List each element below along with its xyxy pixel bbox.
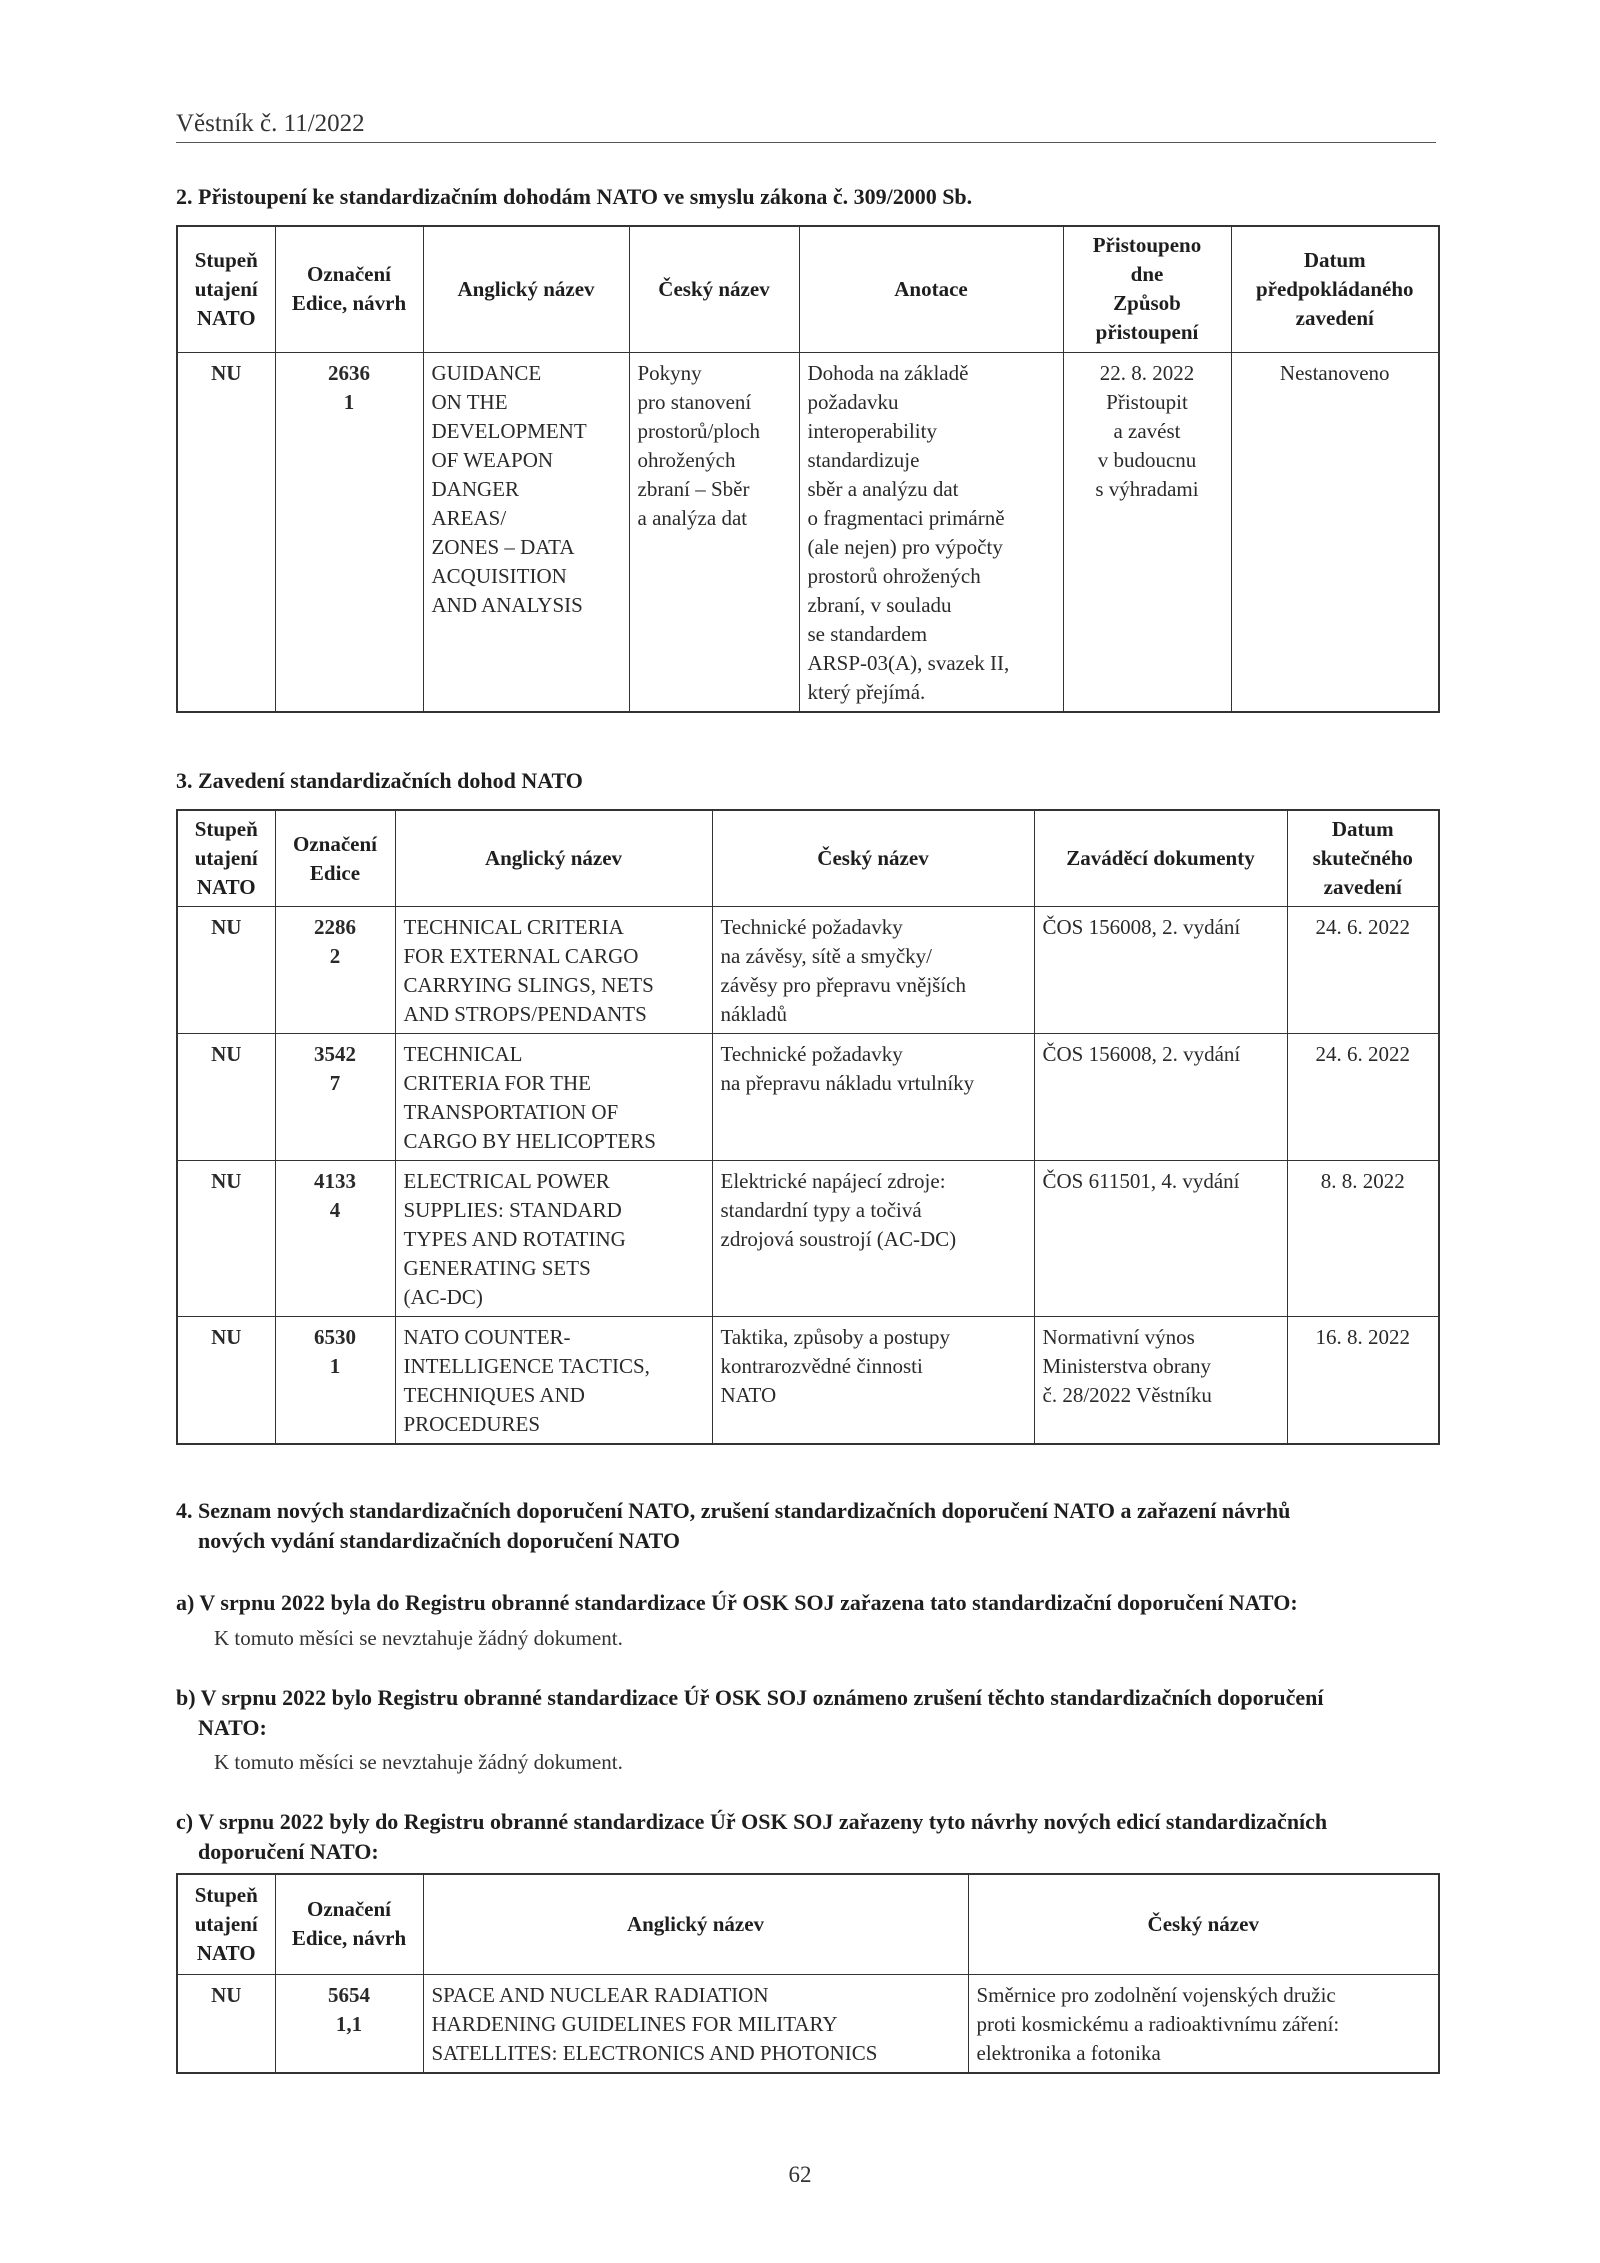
col-designation-label: Označení Edice, návrh xyxy=(291,1897,407,1951)
col-expected-date-label: Datum předpokládaného zavedení xyxy=(1255,247,1414,330)
subsection-c-heading xyxy=(176,1807,1438,1867)
cell-classification: NU xyxy=(177,1161,275,1317)
cell-actual-date: 8. 8. 2022 xyxy=(1287,1161,1439,1317)
cell-english-title: GUIDANCE ON THE DEVELOPMENT OF WEAPON DANGER AREAS/ ZONES – DATA ACQUISITION AND ANALYSIS xyxy=(423,352,629,712)
cell-czech-title: Pokyny pro stanovení prostorů/ploch ohrožených zbraní – Sběr a analýza dat xyxy=(629,352,799,712)
col-documents-header xyxy=(1034,810,1287,907)
col-designation-header xyxy=(275,226,423,352)
cell-designation: 5654 1,1 xyxy=(275,1974,423,2073)
col-english-title-header xyxy=(423,1874,968,1974)
cell-designation: 2636 1 xyxy=(275,352,423,712)
cell-english-title: SPACE AND NUCLEAR RADIATION HARDENING GUIDELINES FOR MILITARY SATELLITES: ELECTRONICS AND PHOTONICS xyxy=(423,1974,968,2073)
cell-czech-title: Technické požadavky na závěsy, sítě a smyčky/ závěsy pro přepravu vnějších nákladů xyxy=(712,907,1034,1034)
cell-designation: 3542 7 xyxy=(275,1034,395,1161)
section-4-heading xyxy=(176,1496,1438,1556)
table-row xyxy=(177,352,1439,712)
col-english-title-header xyxy=(423,226,629,352)
cell-classification: NU xyxy=(177,1034,275,1161)
col-english-title-label: Anglický název xyxy=(626,1911,765,1936)
subsection-a-note: K tomuto měsíci se nevztahuje žádný dokument. xyxy=(214,1626,623,1650)
table-row xyxy=(177,907,1439,1034)
col-annotation-label: Anotace xyxy=(894,276,968,301)
cell-czech-title: Technické požadavky na přepravu nákladu vrtulníky xyxy=(712,1034,1034,1161)
accession-table xyxy=(176,225,1440,713)
col-classification-header xyxy=(177,1874,275,1974)
subsection-b-note: K tomuto měsíci se nevztahuje žádný dokument. xyxy=(214,1750,623,1774)
col-expected-date-header xyxy=(1231,226,1439,352)
col-annotation-header xyxy=(799,226,1063,352)
col-czech-title-label: Český název xyxy=(658,276,770,301)
col-czech-title-label: Český název xyxy=(817,846,929,870)
cell-classification: NU xyxy=(177,352,275,712)
page-header: Věstník č. 11/2022 xyxy=(176,110,1436,143)
col-classification-label: Stupeň utajení NATO xyxy=(194,247,258,330)
subsection-c-heading-line2: doporučení NATO: xyxy=(198,1839,379,1864)
cell-czech-title: Taktika, způsoby a postupy kontrarozvědné činnosti NATO xyxy=(712,1317,1034,1445)
cell-accession: 22. 8. 2022 Přistoupit a zavést v budoucnu s výhradami xyxy=(1063,352,1231,712)
subsection-b-heading xyxy=(176,1683,1438,1743)
cell-english-title: ELECTRICAL POWER SUPPLIES: STANDARD TYPES AND ROTATING GENERATING SETS (AC-DC) xyxy=(395,1161,712,1317)
draft-editions-table xyxy=(176,1873,1440,2074)
section-4-heading-line2: nových vydání standardizačních doporučení NATO xyxy=(198,1528,681,1553)
cell-documents: ČOS 156008, 2. vydání xyxy=(1034,907,1287,1034)
cell-classification: NU xyxy=(177,1317,275,1445)
cell-english-title: NATO COUNTER- INTELLIGENCE TACTICS, TECHNIQUES AND PROCEDURES xyxy=(395,1317,712,1445)
col-classification-label: Stupeň utajení NATO xyxy=(194,817,258,899)
cell-annotation: Dohoda na základě požadavku interoperability standardizuje sběr a analýzu dat o fragmentaci primárně (ale nejen) pro výpočty prostorů ohrožených zbraní, v souladu se standardem ARSP-03(A), svazek II, který přejímá. xyxy=(799,352,1063,712)
col-czech-title-header xyxy=(629,226,799,352)
subsection-a-heading: a) V srpnu 2022 byla do Registru obranné standardizace Úř OSK SOJ zařazena tato standardizační doporučení NATO: xyxy=(176,1590,1298,1615)
cell-documents: ČOS 156008, 2. vydání xyxy=(1034,1034,1287,1161)
col-designation-header xyxy=(275,810,395,907)
col-classification-header xyxy=(177,810,275,907)
col-czech-title-label: Český název xyxy=(1147,1911,1259,1936)
cell-english-title: TECHNICAL CRITERIA FOR EXTERNAL CARGO CARRYING SLINGS, NETS AND STROPS/PENDANTS xyxy=(395,907,712,1034)
cell-czech-title: Elektrické napájecí zdroje: standardní typy a točivá zdrojová soustrojí (AC-DC) xyxy=(712,1161,1034,1317)
col-english-title-label: Anglický název xyxy=(484,846,623,870)
implementation-table xyxy=(176,809,1440,1445)
col-classification-label: Stupeň utajení NATO xyxy=(194,1882,258,1965)
table-row xyxy=(177,1317,1439,1445)
col-czech-title-header xyxy=(968,1874,1439,1974)
cell-designation: 4133 4 xyxy=(275,1161,395,1317)
cell-documents: Normativní výnos Ministerstva obrany č. 28/2022 Věstníku xyxy=(1034,1317,1287,1445)
table-row xyxy=(177,1034,1439,1161)
table-row xyxy=(177,1974,1439,2073)
col-classification-header xyxy=(177,226,275,352)
cell-documents: ČOS 611501, 4. vydání xyxy=(1034,1161,1287,1317)
cell-classification: NU xyxy=(177,1974,275,2073)
col-designation-label: Označení Edice xyxy=(293,831,377,885)
cell-actual-date: 24. 6. 2022 xyxy=(1287,907,1439,1034)
col-actual-date-header xyxy=(1287,810,1439,907)
cell-actual-date: 16. 8. 2022 xyxy=(1287,1317,1439,1445)
col-designation-header xyxy=(275,1874,423,1974)
col-accession-header xyxy=(1063,226,1231,352)
section-4-heading-line1: 4. Seznam nových standardizačních doporučení NATO, zrušení standardizačních doporučení NATO a zařazení návrhů xyxy=(176,1498,1291,1523)
cell-designation: 2286 2 xyxy=(275,907,395,1034)
subsection-b-heading-line1: b) V srpnu 2022 bylo Registru obranné standardizace Úř OSK SOJ oznámeno zrušení těchto standardizačních doporučení xyxy=(176,1685,1324,1710)
subsection-c-heading-line1: c) V srpnu 2022 byly do Registru obranné standardizace Úř OSK SOJ zařazeny tyto návrhy nových edicí standardizačních xyxy=(176,1809,1328,1834)
table-row xyxy=(177,1161,1439,1317)
col-documents-label: Zaváděcí dokumenty xyxy=(1066,846,1255,870)
col-designation-label: Označení Edice, návrh xyxy=(291,262,407,316)
col-english-title-header xyxy=(395,810,712,907)
section-2-heading: 2. Přistoupení ke standardizačním dohodám NATO ve smyslu zákona č. 309/2000 Sb. xyxy=(176,184,973,209)
cell-designation: 6530 1 xyxy=(275,1317,395,1445)
cell-actual-date: 24. 6. 2022 xyxy=(1287,1034,1439,1161)
cell-english-title: TECHNICAL CRITERIA FOR THE TRANSPORTATION OF CARGO BY HELICOPTERS xyxy=(395,1034,712,1161)
section-3-heading: 3. Zavedení standardizačních dohod NATO xyxy=(176,768,583,793)
col-accession-label: Přistoupeno dne Způsob přistoupení xyxy=(1092,233,1202,345)
col-actual-date-label: Datum skutečného zavedení xyxy=(1312,817,1413,899)
subsection-b-heading-line2: NATO: xyxy=(198,1715,267,1740)
cell-classification: NU xyxy=(177,907,275,1034)
cell-expected-date: Nestanoveno xyxy=(1231,352,1439,712)
col-english-title-label: Anglický název xyxy=(457,276,595,301)
cell-czech-title: Směrnice pro zodolnění vojenských družic proti kosmickému a radioaktivnímu záření: elektronika a fotonika xyxy=(968,1974,1439,2073)
col-czech-title-header xyxy=(712,810,1034,907)
page-number: 62 xyxy=(788,2162,812,2187)
